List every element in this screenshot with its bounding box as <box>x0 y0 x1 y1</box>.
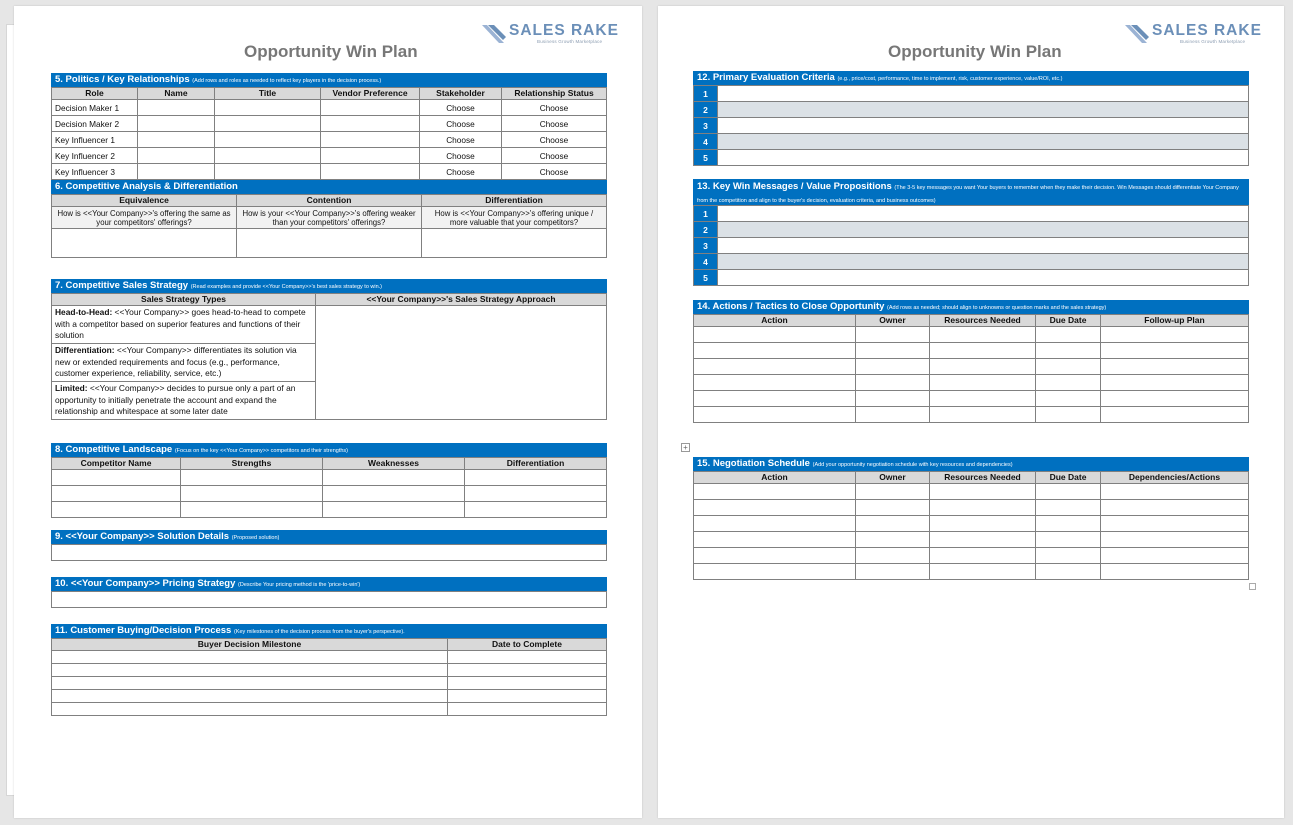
table-cell[interactable] <box>694 343 856 359</box>
table-row <box>694 359 1249 375</box>
section-actions-tactics <box>693 300 1249 423</box>
win-messages-table <box>693 205 1249 286</box>
row-number: 5 <box>694 150 718 166</box>
table-cell[interactable] <box>856 407 930 423</box>
table-cell[interactable] <box>448 677 607 690</box>
title-cell[interactable] <box>215 132 321 148</box>
table-cell[interactable] <box>1036 391 1101 407</box>
section-note: (Proposed solution) <box>231 535 280 541</box>
table-cell[interactable] <box>181 470 323 486</box>
title-cell[interactable] <box>215 164 321 180</box>
role-cell: Key Influencer 3 <box>52 164 138 180</box>
col-header-role: Role <box>52 88 138 100</box>
section-header <box>51 279 607 293</box>
section-sales-strategy <box>51 279 607 420</box>
title-cell[interactable] <box>215 100 321 116</box>
table-cell[interactable] <box>930 375 1036 391</box>
logo-mark-icon <box>1124 23 1150 45</box>
table-cell[interactable] <box>1101 484 1249 500</box>
stakeholder-dropdown[interactable]: Choose <box>420 164 502 180</box>
criteria-cell[interactable] <box>718 134 1249 150</box>
table-cell[interactable] <box>856 359 930 375</box>
section-title: 5. Politics / Key Relationships <box>55 74 190 85</box>
section-title: 13. Key Win Messages / Value Propositions <box>697 181 892 192</box>
col-header-strengths: Strengths <box>181 458 323 470</box>
section-title: 14. Actions / Tactics to Close Opportunity <box>697 301 885 312</box>
table-row <box>694 375 1249 391</box>
table-row <box>694 327 1249 343</box>
strategy-head-to-head: Head-to-Head: <<Your Company>> goes head-to-head to compete with a competitor based on superior features and functions of their solution <box>52 306 316 344</box>
title-cell[interactable] <box>215 116 321 132</box>
table-cell[interactable] <box>448 651 607 664</box>
section-header <box>693 457 1249 471</box>
section-header <box>51 443 607 457</box>
status-dropdown[interactable]: Choose <box>502 100 607 116</box>
status-dropdown[interactable]: Choose <box>502 132 607 148</box>
row-number: 5 <box>694 270 718 286</box>
solution-details-cell[interactable] <box>52 545 607 561</box>
section-evaluation-criteria <box>693 71 1249 166</box>
buying-process-table <box>51 638 607 716</box>
row-number: 3 <box>694 118 718 134</box>
table-cell[interactable] <box>52 651 448 664</box>
table-cell[interactable] <box>856 343 930 359</box>
col-header-differentiation: Differentiation <box>422 195 607 207</box>
logo-tagline: Business Growth Marketplace <box>537 39 603 44</box>
stakeholder-dropdown[interactable]: Choose <box>420 116 502 132</box>
table-cell[interactable] <box>1036 375 1101 391</box>
equivalence-prompt: How is <<Your Company>>'s offering the same as your competitors' offerings? <box>52 207 237 229</box>
table-cell[interactable] <box>323 502 465 518</box>
table-cell[interactable] <box>1036 484 1101 500</box>
table-cell[interactable] <box>694 327 856 343</box>
section-note: (Add rows as needed; should align to unknowns or question marks and the sales strategy) <box>887 305 1107 311</box>
row-number: 4 <box>694 254 718 270</box>
message-cell[interactable] <box>718 222 1249 238</box>
table-cell[interactable] <box>181 486 323 502</box>
table-cell[interactable] <box>52 690 448 703</box>
table-cell[interactable] <box>856 327 930 343</box>
criteria-cell[interactable] <box>718 150 1249 166</box>
logo-tagline: Business Growth Marketplace <box>1180 39 1246 44</box>
table-cell[interactable] <box>694 359 856 375</box>
table-cell[interactable] <box>323 486 465 502</box>
table-cell[interactable] <box>1036 327 1101 343</box>
table-cell[interactable] <box>52 502 181 518</box>
stakeholder-dropdown[interactable]: Choose <box>420 148 502 164</box>
col-header-competitor-name: Competitor Name <box>52 458 181 470</box>
row-number: 4 <box>694 134 718 150</box>
evaluation-criteria-table <box>693 85 1249 166</box>
table-cell[interactable] <box>1036 500 1101 516</box>
role-cell: Key Influencer 1 <box>52 132 138 148</box>
table-cell[interactable] <box>465 486 607 502</box>
table-resize-handle[interactable] <box>1249 583 1256 590</box>
title-cell[interactable] <box>215 148 321 164</box>
col-header-action: Action <box>694 315 856 327</box>
table-cell[interactable] <box>1101 391 1249 407</box>
table-row <box>694 238 1249 254</box>
table-row <box>694 206 1249 222</box>
table-cell[interactable] <box>930 391 1036 407</box>
table-cell[interactable] <box>694 516 856 532</box>
section-negotiation-schedule <box>693 457 1249 580</box>
col-header-milestone: Buyer Decision Milestone <box>52 639 448 651</box>
table-cell[interactable] <box>1036 343 1101 359</box>
table-cell[interactable] <box>930 516 1036 532</box>
table-cell[interactable] <box>930 532 1036 548</box>
section-title: 9. <<Your Company>> Solution Details <box>55 531 230 542</box>
col-header-equivalence: Equivalence <box>52 195 237 207</box>
table-cell[interactable] <box>448 703 607 716</box>
table-row <box>694 134 1249 150</box>
message-cell[interactable] <box>718 270 1249 286</box>
col-header-due-date: Due Date <box>1036 472 1101 484</box>
col-header-due-date: Due Date <box>1036 315 1101 327</box>
section-note: (The 3-5 key messages you want Your buyers to remember when they make their decision. Win Messages should differentiate Your Company from the competition and align to the buyer's decision, evaluation criteria, and business outcomes) <box>697 185 1239 204</box>
table-cell[interactable] <box>856 484 930 500</box>
page-title: Opportunity Win Plan <box>244 42 418 61</box>
section-politics-relationships <box>51 73 607 258</box>
equivalence-cell[interactable] <box>52 229 237 258</box>
section-header <box>51 624 607 638</box>
table-cell[interactable] <box>694 500 856 516</box>
col-header-relationship-status: Relationship Status <box>502 88 607 100</box>
table-cell[interactable] <box>930 343 1036 359</box>
col-header-differentiation: Differentiation <box>465 458 607 470</box>
pricing-strategy-cell[interactable] <box>52 592 607 608</box>
table-row <box>52 132 607 148</box>
table-row <box>694 270 1249 286</box>
col-header-strategy-types: Sales Strategy Types <box>52 294 316 306</box>
col-header-owner: Owner <box>856 472 930 484</box>
section-competitive-landscape <box>51 443 607 518</box>
sales-rake-logo <box>1124 23 1262 45</box>
row-number: 3 <box>694 238 718 254</box>
col-header-follow-up-plan: Follow-up Plan <box>1101 315 1249 327</box>
vendor-cell[interactable] <box>321 132 420 148</box>
table-cell[interactable] <box>930 484 1036 500</box>
table-cell[interactable] <box>1101 343 1249 359</box>
table-cell[interactable] <box>856 516 930 532</box>
criteria-cell[interactable] <box>718 118 1249 134</box>
strategy-limited: Limited: <<Your Company>> decides to pursue only a part of an opportunity to initially penetrate the account and expand the relationship and whitespace at some later date <box>52 382 316 420</box>
solution-details-table <box>51 544 607 561</box>
col-header-resources-needed: Resources Needed <box>930 472 1036 484</box>
message-cell[interactable] <box>718 254 1249 270</box>
table-cell[interactable] <box>1036 548 1101 564</box>
table-row <box>52 703 607 716</box>
table-row <box>52 470 607 486</box>
table-cell[interactable] <box>1101 407 1249 423</box>
table-row <box>52 664 607 677</box>
row-number: 1 <box>694 206 718 222</box>
table-cell[interactable] <box>1036 407 1101 423</box>
criteria-cell[interactable] <box>718 86 1249 102</box>
status-dropdown[interactable]: Choose <box>502 116 607 132</box>
table-cell[interactable] <box>323 470 465 486</box>
table-cell[interactable] <box>1101 375 1249 391</box>
table-cell[interactable] <box>1036 516 1101 532</box>
table-cell[interactable] <box>856 548 930 564</box>
document-page-right <box>658 6 1284 818</box>
section-note: (e.g., price/cost, performance, time to implement, risk, customer experience, value/ROI, etc.) <box>837 76 1063 82</box>
table-row <box>694 222 1249 238</box>
strategy-differentiation: Differentiation: <<Your Company>> differentiates its solution via new or extended requirements and focus (e.g., performance, customer experience, reliability, service, etc.) <box>52 344 316 382</box>
section-title: 7. Competitive Sales Strategy <box>55 280 189 291</box>
table-row <box>694 391 1249 407</box>
table-cell[interactable] <box>465 470 607 486</box>
table-row <box>694 86 1249 102</box>
table-cell[interactable] <box>1036 359 1101 375</box>
section-header <box>51 73 607 87</box>
table-cell[interactable] <box>930 548 1036 564</box>
negotiation-schedule-table <box>693 471 1249 580</box>
table-cell[interactable] <box>694 548 856 564</box>
table-cell[interactable] <box>694 484 856 500</box>
vendor-cell[interactable] <box>321 164 420 180</box>
table-cell[interactable] <box>856 532 930 548</box>
section-title: 6. Competitive Analysis & Differentiation <box>55 181 238 192</box>
row-number: 2 <box>694 102 718 118</box>
table-row <box>694 407 1249 423</box>
table-cell[interactable] <box>52 664 448 677</box>
table-cell[interactable] <box>930 500 1036 516</box>
col-header-strategy-approach: <<Your Company>>'s Sales Strategy Approach <box>316 294 607 306</box>
status-dropdown[interactable]: Choose <box>502 148 607 164</box>
section-note: (Add your opportunity negotiation schedule with key resources and dependencies) <box>812 462 1013 468</box>
section-header <box>51 577 607 591</box>
section-note: (Focus on the key <<Your Company>> competitors and their strengths) <box>174 448 348 454</box>
row-number: 1 <box>694 86 718 102</box>
table-cell[interactable] <box>1101 359 1249 375</box>
logo-name: SALES RAKE <box>509 22 619 39</box>
table-row <box>694 532 1249 548</box>
table-row <box>52 148 607 164</box>
relationships-table <box>51 87 607 180</box>
stakeholder-dropdown[interactable]: Choose <box>420 100 502 116</box>
section-win-messages <box>693 179 1249 286</box>
table-cell[interactable] <box>1101 564 1249 580</box>
table-cell[interactable] <box>694 532 856 548</box>
table-cell[interactable] <box>694 407 856 423</box>
table-cell[interactable] <box>930 407 1036 423</box>
table-cell[interactable] <box>694 391 856 407</box>
message-cell[interactable] <box>718 238 1249 254</box>
table-cell[interactable] <box>1036 564 1101 580</box>
table-cell[interactable] <box>52 703 448 716</box>
pricing-strategy-table <box>51 591 607 608</box>
section-solution-details <box>51 530 607 561</box>
col-header-stakeholder: Stakeholder <box>420 88 502 100</box>
section-header <box>693 300 1249 314</box>
table-row <box>52 502 607 518</box>
actions-table <box>693 314 1249 423</box>
table-row <box>694 102 1249 118</box>
table-cell[interactable] <box>465 502 607 518</box>
col-header-vendor-preference: Vendor Preference <box>321 88 420 100</box>
section-note: (Add rows and roles as needed to reflect key players in the decision process.) <box>192 78 382 84</box>
section-buying-process <box>51 624 607 716</box>
col-header-resources-needed: Resources Needed <box>930 315 1036 327</box>
col-header-owner: Owner <box>856 315 930 327</box>
table-row <box>694 564 1249 580</box>
name-cell[interactable] <box>138 164 215 180</box>
page-title: Opportunity Win Plan <box>888 42 1062 61</box>
table-cell[interactable] <box>1101 532 1249 548</box>
table-cell[interactable] <box>930 359 1036 375</box>
section-header <box>693 71 1249 85</box>
differentiation-prompt: How is <<Your Company>>'s offering unique / more valuable that your competitors? <box>422 207 607 229</box>
table-row <box>694 118 1249 134</box>
vendor-cell[interactable] <box>321 148 420 164</box>
section-note: (Describe Your pricing method is the 'price-to-win') <box>238 582 361 588</box>
table-row <box>52 486 607 502</box>
table-cell[interactable] <box>1101 548 1249 564</box>
table-cell[interactable] <box>694 564 856 580</box>
section-header <box>51 530 607 544</box>
table-row <box>694 254 1249 270</box>
vendor-cell[interactable] <box>321 116 420 132</box>
table-row <box>694 150 1249 166</box>
name-cell[interactable] <box>138 148 215 164</box>
table-cell[interactable] <box>930 327 1036 343</box>
name-cell[interactable] <box>138 116 215 132</box>
table-row <box>52 116 607 132</box>
table-cell[interactable] <box>856 391 930 407</box>
col-header-date-to-complete: Date to Complete <box>448 639 607 651</box>
table-move-handle-icon[interactable]: + <box>681 443 690 452</box>
section-note: (Key milestones of the decision process from the buyer's perspective). <box>233 629 405 635</box>
table-cell[interactable] <box>181 502 323 518</box>
table-row <box>694 516 1249 532</box>
document-page-left <box>14 6 642 818</box>
table-row <box>52 651 607 664</box>
col-header-dependencies-actions: Dependencies/Actions <box>1101 472 1249 484</box>
table-row <box>52 677 607 690</box>
row-number: 2 <box>694 222 718 238</box>
table-row <box>52 690 607 703</box>
section-title: 15. Negotiation Schedule <box>697 458 810 469</box>
role-cell: Decision Maker 1 <box>52 100 138 116</box>
name-cell[interactable] <box>138 132 215 148</box>
name-cell[interactable] <box>138 100 215 116</box>
sales-rake-logo <box>481 23 619 45</box>
role-cell: Key Influencer 2 <box>52 148 138 164</box>
vendor-cell[interactable] <box>321 100 420 116</box>
table-cell[interactable] <box>1101 516 1249 532</box>
logo-mark-icon <box>481 23 507 45</box>
criteria-cell[interactable] <box>718 102 1249 118</box>
table-row <box>694 484 1249 500</box>
table-cell[interactable] <box>694 375 856 391</box>
section-header-competitive-analysis <box>51 180 607 194</box>
table-cell[interactable] <box>856 500 930 516</box>
table-cell[interactable] <box>448 690 607 703</box>
differentiation-cell[interactable] <box>422 229 607 258</box>
section-title: 11. Customer Buying/Decision Process <box>55 625 232 636</box>
table-row <box>694 548 1249 564</box>
table-row <box>52 100 607 116</box>
table-cell[interactable] <box>1036 532 1101 548</box>
contention-prompt: How is your <<Your Company>>'s offering weaker than your competitors' offerings? <box>237 207 422 229</box>
col-header-title: Title <box>215 88 321 100</box>
section-pricing-strategy <box>51 577 607 608</box>
table-cell[interactable] <box>448 664 607 677</box>
col-header-contention: Contention <box>237 195 422 207</box>
col-header-name: Name <box>138 88 215 100</box>
stakeholder-dropdown[interactable]: Choose <box>420 132 502 148</box>
message-cell[interactable] <box>718 206 1249 222</box>
table-cell[interactable] <box>52 486 181 502</box>
table-cell[interactable] <box>930 564 1036 580</box>
table-cell[interactable] <box>1101 327 1249 343</box>
section-title: 8. Competitive Landscape <box>55 444 173 455</box>
table-cell[interactable] <box>856 375 930 391</box>
table-cell[interactable] <box>1101 500 1249 516</box>
status-dropdown[interactable]: Choose <box>502 164 607 180</box>
section-title: 10. <<Your Company>> Pricing Strategy <box>55 578 236 589</box>
competitive-analysis-table <box>51 194 607 258</box>
role-cell: Decision Maker 2 <box>52 116 138 132</box>
section-title: 12. Primary Evaluation Criteria <box>697 72 835 83</box>
table-cell[interactable] <box>52 677 448 690</box>
strategy-approach-cell[interactable] <box>316 306 607 420</box>
table-cell[interactable] <box>52 470 181 486</box>
sales-strategy-table <box>51 293 607 420</box>
section-note: (Read examples and provide <<Your Company>>'s best sales strategy to win.) <box>190 284 383 290</box>
col-header-weaknesses: Weaknesses <box>323 458 465 470</box>
section-header <box>693 179 1249 205</box>
col-header-action: Action <box>694 472 856 484</box>
table-row <box>694 500 1249 516</box>
table-row <box>52 164 607 180</box>
contention-cell[interactable] <box>237 229 422 258</box>
competitive-landscape-table <box>51 457 607 518</box>
logo-name: SALES RAKE <box>1152 22 1262 39</box>
table-row <box>694 343 1249 359</box>
table-cell[interactable] <box>856 564 930 580</box>
